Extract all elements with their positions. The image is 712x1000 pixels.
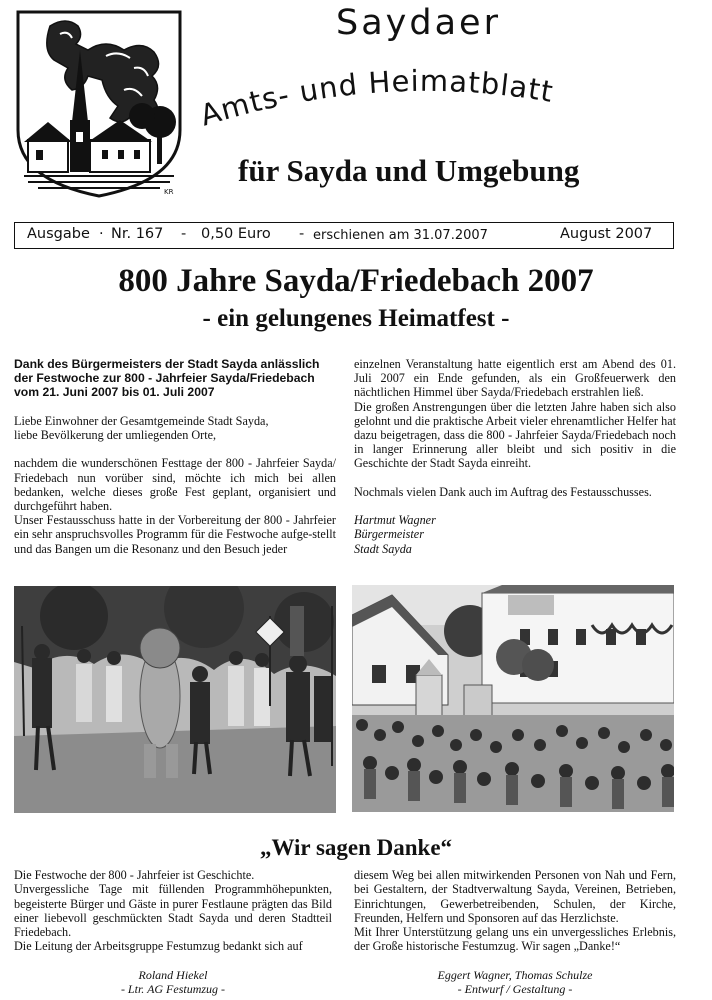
credit-role: - Entwurf / Gestaltung - bbox=[457, 982, 573, 996]
main-headline: 800 Jahre Sayda/Friedebach 2007 bbox=[118, 263, 594, 299]
svg-text:Amts- und Heimatblatt: Amts- und Heimatblatt bbox=[196, 63, 557, 133]
article-lead: Dank des Bürgermeisters der Stadt Sayda anlässlich der Festwoche zur 800 - Jahrfeier Sayda/Friedebach vom 21. Juni 2007 bis 01. Juli 2007 bbox=[14, 357, 320, 400]
issue-month: August 2007 bbox=[560, 226, 653, 242]
article-paragraph: einzelnen Veranstaltung hatte eigentlich erst am Abend des 01. Juli 2007 ein Ende gefunden, als ein Großfeuerwerk den nächtlichen Himmel über Sayda/Friedebach erstrahlen ließ. bbox=[354, 357, 676, 400]
issue-price: 0,50 Euro bbox=[201, 226, 271, 242]
thanks-column-left bbox=[14, 868, 332, 954]
issue-separator: · bbox=[99, 226, 104, 242]
article-paragraph: nachdem die wunderschönen Festtage der 800 - Jahrfeier Sayda/ Friedebach nun vorüber sind, möchte ich mich bei allen bedanken, welche dieses große Fest geplant, organisiert und durchgeführt haben. bbox=[14, 456, 336, 513]
issue-number: Nr. 167 bbox=[111, 226, 164, 242]
article-salutation: liebe Bevölkerung der umliegenden Orte, bbox=[14, 428, 217, 442]
issue-separator: - bbox=[299, 226, 305, 242]
masthead-region: für Sayda und Umgebung bbox=[238, 153, 580, 188]
parade-photo-icon bbox=[14, 586, 336, 813]
article-column-right bbox=[354, 357, 676, 556]
svg-text:KR: KR bbox=[164, 188, 174, 196]
thanks-paragraph: Die Leitung der Arbeitsgruppe Festumzug bedankt sich auf bbox=[14, 939, 303, 954]
sub-headline: - ein gelungenes Heimatfest - bbox=[202, 305, 510, 332]
thanks-paragraph: Unvergessliche Tage mit füllenden Programmhöhepunkten, begeisterte Bürger und Gäste in purer Festlaune prägten das Bild einer liebevoll geschmückten Stadt Sayda und deren Stadtteil Friedebach. bbox=[14, 882, 332, 940]
credit-right bbox=[354, 968, 676, 996]
thanks-paragraph: Mit Ihrer Unterstützung gelang uns ein unvergessliches Erlebnis, der Große historische Festumzug. Wir sagen „Danke!“ bbox=[354, 925, 676, 954]
thanks-title: „Wir sagen Danke“ bbox=[259, 835, 453, 860]
article-paragraph: Nochmals vielen Dank auch im Auftrag des Festausschusses. bbox=[354, 484, 652, 499]
masthead-subtitle bbox=[196, 63, 678, 148]
credit-role: - Ltr. AG Festumzug - bbox=[120, 982, 226, 996]
thanks-paragraph: diesem Weg bei allen mitwirkenden Personen von Nah und Fern, bei Gestaltern, der Stadtverwaltung Sayda, Vereinen, Betrieben, Einrichtungen, Gewerbetreibenden, Schulen, der Kirche, Freunden, Helfern und Sponsoren auf das Herzlichste. bbox=[354, 868, 676, 925]
issue-separator: - bbox=[181, 226, 187, 242]
thanks-column-right bbox=[354, 868, 676, 954]
article-paragraph: Die großen Anstrengungen über die letzten Jahre haben sich also gelohnt und die praktische Arbeit vieler ehrenamtlicher Helfer hat dazu beigetragen, dass die 800 - Jahrfeier Sayda/Friedebach noch in langer Erinnerung aller bleibt und sich positiv in die Geschichte der Stadt Sayda einreiht. bbox=[354, 399, 676, 471]
issue-info-bar bbox=[14, 222, 674, 249]
coat-of-arms-icon bbox=[14, 10, 184, 198]
signature-name: Hartmut Wagner bbox=[354, 513, 436, 528]
article-column-left bbox=[14, 357, 336, 556]
signature-org: Stadt Sayda bbox=[354, 541, 412, 556]
issue-label: Ausgabe bbox=[27, 226, 90, 242]
masthead-title: Saydaer bbox=[336, 3, 501, 43]
issue-published: erschienen am 31.07.2007 bbox=[313, 228, 488, 243]
credit-name: Roland Hiekel bbox=[138, 968, 208, 982]
credit-name: Eggert Wagner, Thomas Schulze bbox=[437, 968, 593, 982]
credit-left bbox=[14, 968, 332, 996]
town-square-photo-icon bbox=[352, 585, 674, 812]
thanks-paragraph: Die Festwoche der 800 - Jahrfeier ist Geschichte. bbox=[14, 868, 255, 882]
article-paragraph: Unser Festausschuss hatte in der Vorbereitung der 800 - Jahrfeier ein sehr anspruchsvolles Programm für die Festwoche aufge-stellt und das Bangen um die Resonanz und den Besuch jeder bbox=[14, 513, 336, 556]
article-salutation: Liebe Einwohner der Gesamtgemeinde Stadt Sayda, bbox=[14, 413, 269, 428]
signature-role: Bürgermeister bbox=[354, 527, 424, 542]
